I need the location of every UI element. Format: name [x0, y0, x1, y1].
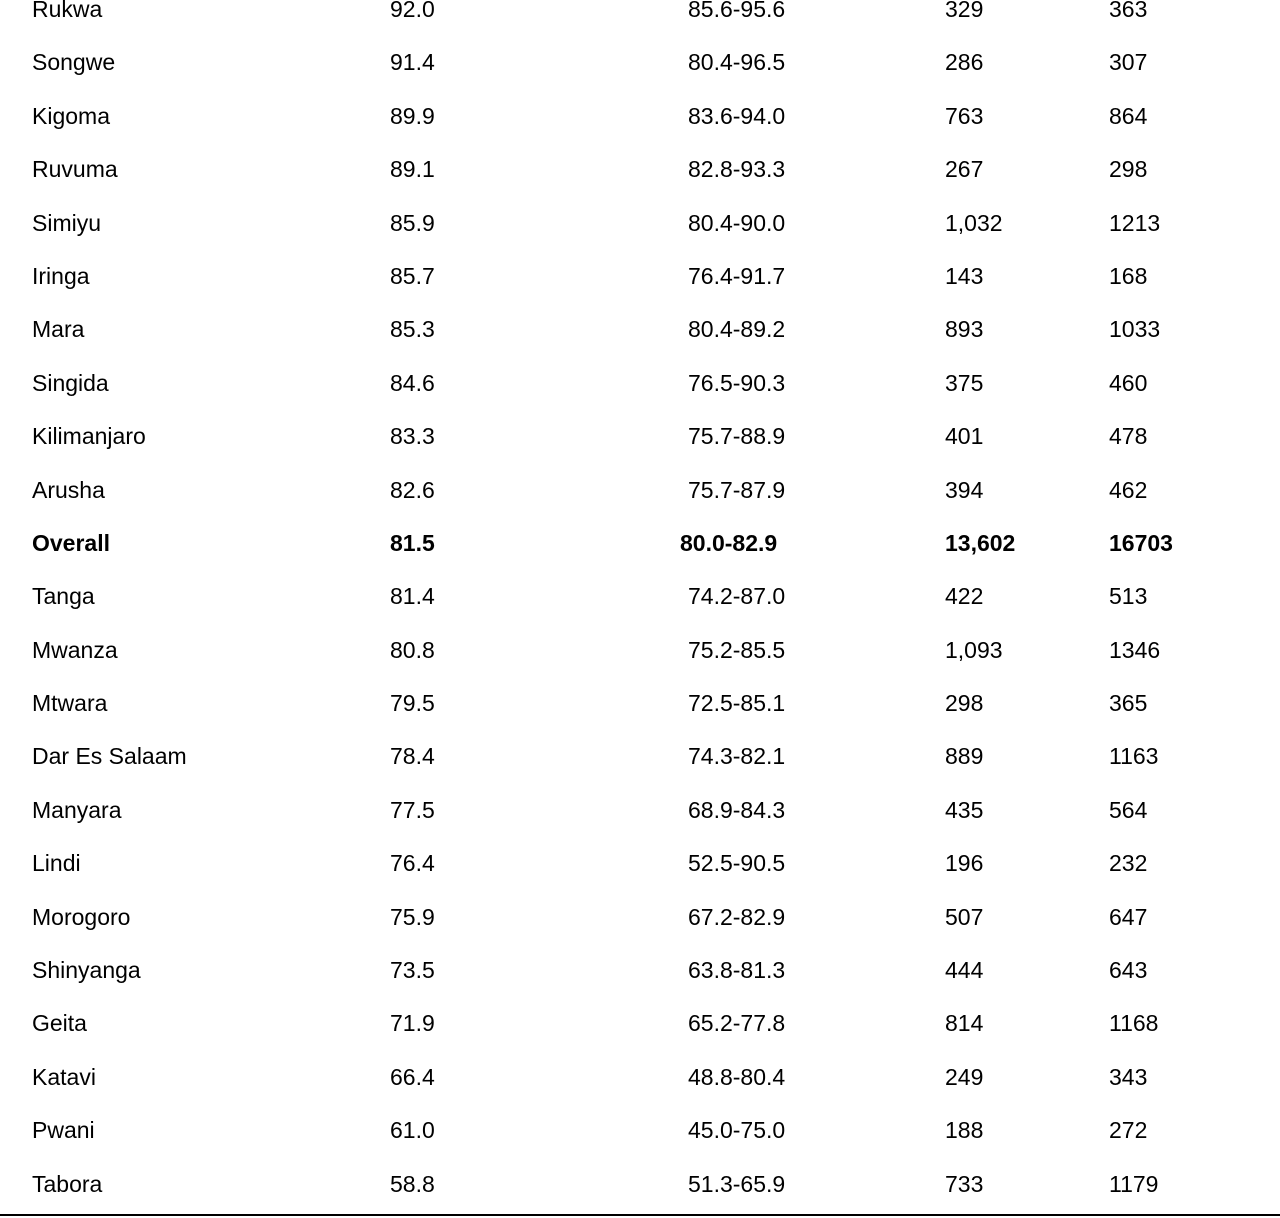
total-cell: 1213: [1109, 209, 1161, 236]
table-row: [0, 1051, 1280, 1104]
confidence-interval-cell: 76.5-90.3: [688, 369, 786, 396]
total-cell: 864: [1109, 102, 1148, 129]
table-row: [0, 410, 1280, 463]
percentage-cell: 89.1: [390, 156, 435, 183]
table-row: [0, 784, 1280, 837]
total-cell: 272: [1109, 1117, 1148, 1144]
region-cell: Pwani: [32, 1117, 95, 1144]
confidence-interval-cell: 80.0-82.9: [680, 529, 778, 556]
confidence-interval-cell: 75.7-87.9: [688, 476, 786, 503]
region-cell: Arusha: [32, 476, 105, 503]
total-cell: 462: [1109, 476, 1148, 503]
percentage-cell: 85.3: [390, 316, 435, 343]
table-row: [0, 197, 1280, 250]
table-row: [0, 464, 1280, 517]
region-cell: Manyara: [32, 796, 122, 823]
total-cell: 513: [1109, 583, 1148, 610]
percentage-cell: 75.9: [390, 903, 435, 930]
confidence-interval-cell: 80.4-96.5: [688, 49, 786, 76]
percentage-cell: 83.3: [390, 423, 435, 450]
total-cell: 232: [1109, 850, 1148, 877]
count-cell: 763: [945, 102, 984, 129]
total-cell: 1346: [1109, 636, 1161, 663]
table-bottom-rule: [0, 1214, 1280, 1216]
count-cell: 893: [945, 316, 984, 343]
percentage-cell: 71.9: [390, 1010, 435, 1037]
count-cell: 196: [945, 850, 984, 877]
table-row: [0, 624, 1280, 677]
confidence-interval-cell: 48.8-80.4: [688, 1063, 786, 1090]
confidence-interval-cell: 76.4-91.7: [688, 262, 786, 289]
percentage-cell: 92.0: [390, 0, 435, 22]
count-cell: 286: [945, 49, 984, 76]
region-cell: Iringa: [32, 262, 90, 289]
overall-row: [0, 517, 1280, 570]
region-cell: Mtwara: [32, 690, 108, 717]
total-cell: 1163: [1109, 743, 1159, 770]
region-cell: Mara: [32, 316, 85, 343]
count-cell: 444: [945, 957, 984, 984]
percentage-cell: 82.6: [390, 476, 435, 503]
table-row: [0, 1158, 1280, 1211]
total-cell: 1179: [1109, 1170, 1159, 1197]
percentage-cell: 79.5: [390, 690, 435, 717]
region-cell: Overall: [32, 529, 110, 556]
percentage-cell: 81.5: [390, 529, 435, 556]
total-cell: 168: [1109, 262, 1148, 289]
confidence-interval-cell: 80.4-89.2: [688, 316, 786, 343]
total-cell: 564: [1109, 796, 1148, 823]
confidence-interval-cell: 72.5-85.1: [688, 690, 786, 717]
confidence-interval-cell: 75.7-88.9: [688, 423, 786, 450]
region-cell: Kilimanjaro: [32, 423, 146, 450]
confidence-interval-cell: 45.0-75.0: [688, 1117, 786, 1144]
count-cell: 814: [945, 1010, 984, 1037]
region-cell: Rukwa: [32, 0, 103, 22]
region-cell: Ruvuma: [32, 156, 118, 183]
count-cell: 435: [945, 796, 984, 823]
percentage-cell: 81.4: [390, 583, 435, 610]
region-cell: Shinyanga: [32, 957, 141, 984]
count-cell: 394: [945, 476, 984, 503]
table-row: [0, 730, 1280, 783]
region-cell: Lindi: [32, 850, 81, 877]
count-cell: 733: [945, 1170, 984, 1197]
region-cell: Songwe: [32, 49, 116, 76]
percentage-cell: 77.5: [390, 796, 435, 823]
total-cell: 647: [1109, 903, 1148, 930]
percentage-cell: 73.5: [390, 957, 435, 984]
total-cell: 298: [1109, 156, 1148, 183]
table-row: [0, 303, 1280, 356]
region-cell: Morogoro: [32, 903, 131, 930]
percentage-cell: 85.9: [390, 209, 435, 236]
percentage-cell: 84.6: [390, 369, 435, 396]
percentage-cell: 66.4: [390, 1063, 435, 1090]
count-cell: 188: [945, 1117, 984, 1144]
total-cell: 343: [1109, 1063, 1148, 1090]
percentage-cell: 80.8: [390, 636, 435, 663]
table-row: [0, 997, 1280, 1050]
region-cell: Katavi: [32, 1063, 96, 1090]
total-cell: 478: [1109, 423, 1148, 450]
table-row: [0, 143, 1280, 196]
region-cell: Tabora: [32, 1170, 103, 1197]
total-cell: 1033: [1109, 316, 1161, 343]
confidence-interval-cell: 85.6-95.6: [688, 0, 786, 22]
confidence-interval-cell: 74.3-82.1: [688, 743, 786, 770]
percentage-cell: 89.9: [390, 102, 435, 129]
total-cell: 643: [1109, 957, 1148, 984]
count-cell: 422: [945, 583, 984, 610]
total-cell: 307: [1109, 49, 1148, 76]
count-cell: 13,602: [945, 529, 1016, 556]
table-row: [0, 570, 1280, 623]
percentage-cell: 85.7: [390, 262, 435, 289]
total-cell: 460: [1109, 369, 1148, 396]
region-cell: Dar Es Salaam: [32, 743, 187, 770]
count-cell: 507: [945, 903, 984, 930]
region-cell: Kigoma: [32, 102, 110, 129]
count-cell: 143: [945, 262, 984, 289]
table-row: [0, 891, 1280, 944]
count-cell: 249: [945, 1063, 984, 1090]
confidence-interval-cell: 67.2-82.9: [688, 903, 786, 930]
count-cell: 329: [945, 0, 984, 22]
percentage-cell: 61.0: [390, 1117, 435, 1144]
confidence-interval-cell: 83.6-94.0: [688, 102, 786, 129]
percentage-cell: 58.8: [390, 1170, 435, 1197]
region-cell: Tanga: [32, 583, 95, 610]
total-cell: 363: [1109, 0, 1148, 22]
table-row: [0, 0, 1280, 36]
count-cell: 1,093: [945, 636, 1003, 663]
total-cell: 16703: [1109, 529, 1173, 556]
total-cell: 1168: [1109, 1010, 1159, 1037]
count-cell: 375: [945, 369, 984, 396]
table-row: [0, 357, 1280, 410]
percentage-cell: 91.4: [390, 49, 435, 76]
table-row: [0, 837, 1280, 890]
region-cell: Mwanza: [32, 636, 118, 663]
confidence-interval-cell: 65.2-77.8: [688, 1010, 786, 1037]
count-cell: 1,032: [945, 209, 1003, 236]
table-row: [0, 1104, 1280, 1157]
confidence-interval-cell: 80.4-90.0: [688, 209, 786, 236]
total-cell: 365: [1109, 690, 1148, 717]
table-row: [0, 36, 1280, 89]
count-cell: 298: [945, 690, 984, 717]
table-row: [0, 90, 1280, 143]
count-cell: 889: [945, 743, 984, 770]
percentage-cell: 78.4: [390, 743, 435, 770]
region-cell: Singida: [32, 369, 109, 396]
table-row: [0, 944, 1280, 997]
confidence-interval-cell: 51.3-65.9: [688, 1170, 786, 1197]
confidence-interval-cell: 68.9-84.3: [688, 796, 786, 823]
region-cell: Simiyu: [32, 209, 102, 236]
confidence-interval-cell: 82.8-93.3: [688, 156, 786, 183]
confidence-interval-cell: 74.2-87.0: [688, 583, 786, 610]
confidence-interval-cell: 52.5-90.5: [688, 850, 786, 877]
percentage-cell: 76.4: [390, 850, 435, 877]
confidence-interval-cell: 63.8-81.3: [688, 957, 786, 984]
count-cell: 267: [945, 156, 984, 183]
table-row: [0, 250, 1280, 303]
count-cell: 401: [945, 423, 984, 450]
table-row: [0, 677, 1280, 730]
confidence-interval-cell: 75.2-85.5: [688, 636, 786, 663]
region-cell: Geita: [32, 1010, 87, 1037]
